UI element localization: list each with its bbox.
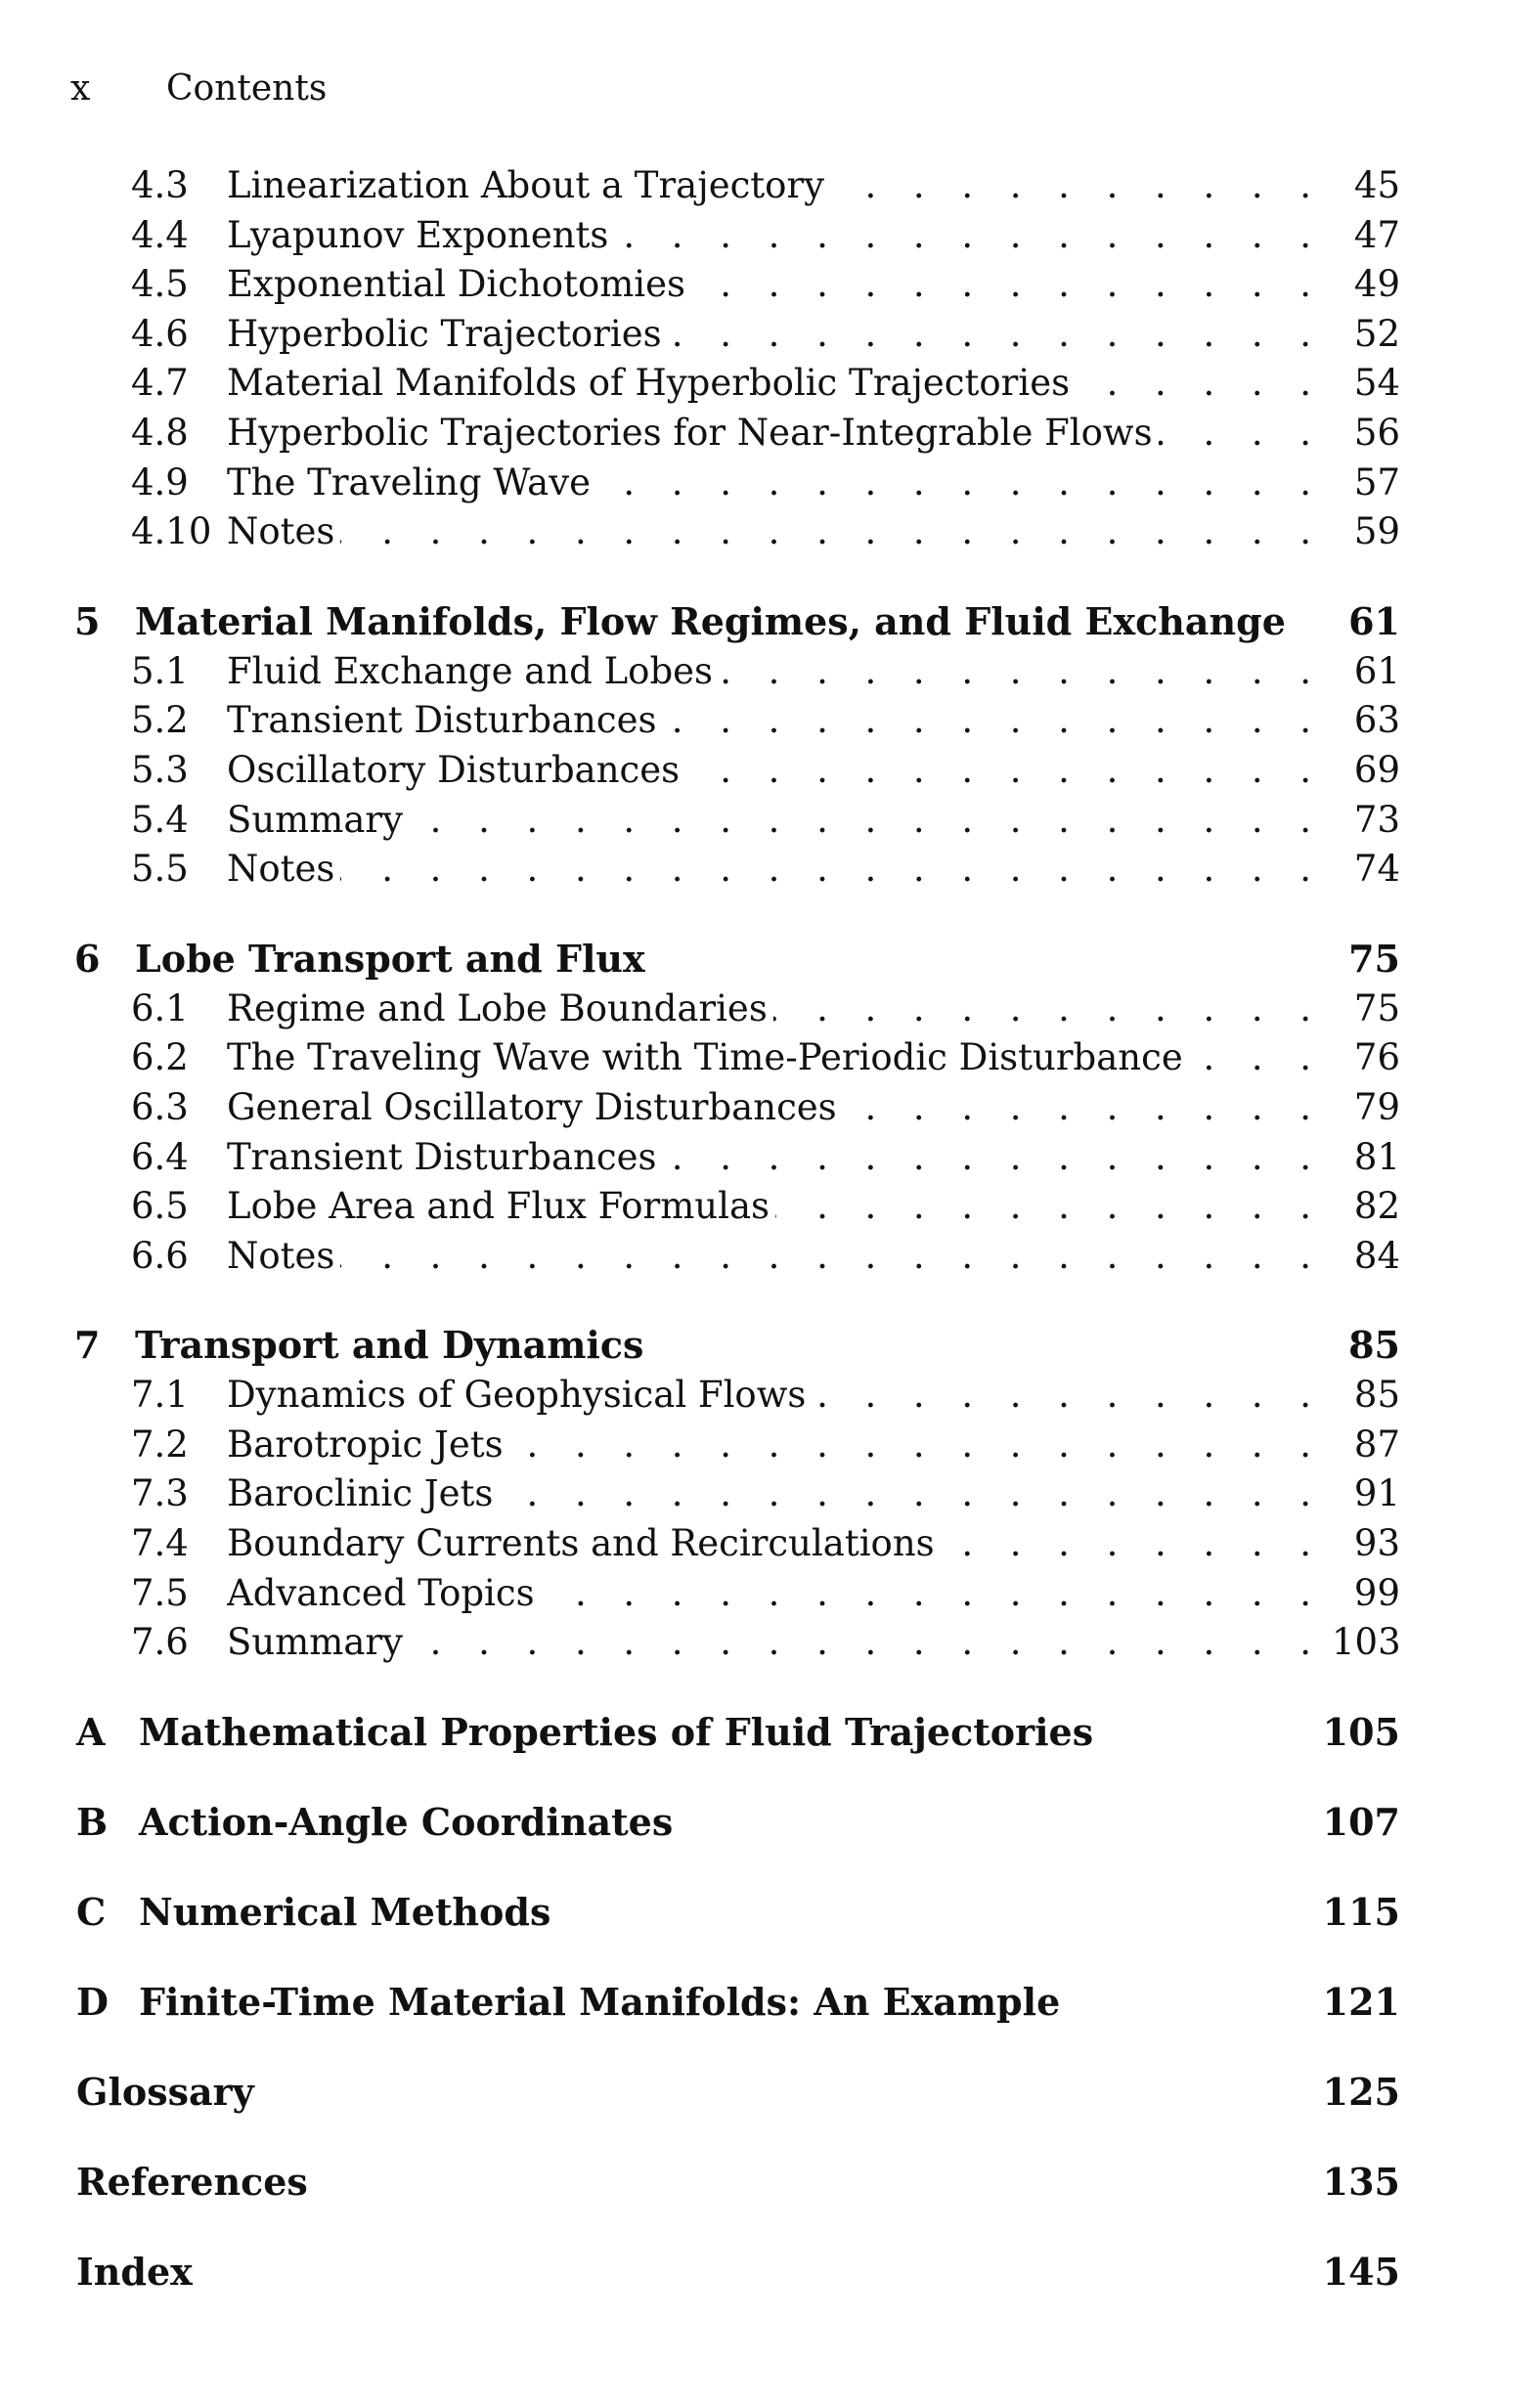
appendix-title: Action-Angle Coordinates [139, 1799, 674, 1844]
section-title: Barotropic Jets [227, 1423, 509, 1466]
toc-chapter-5[interactable] [70, 596, 1400, 647]
appendix-page: 105 [1322, 1709, 1400, 1754]
toc-section-row[interactable] [70, 1469, 1400, 1519]
section-number: 7.6 [131, 1621, 189, 1664]
section-title: General Oscillatory Disturbances [227, 1086, 843, 1128]
section-page: 79 [1353, 1085, 1400, 1128]
section-page: 99 [1353, 1571, 1400, 1614]
appendix-page: 121 [1322, 1979, 1400, 2024]
chapter-4-sections [70, 161, 1400, 557]
section-number: 7.2 [131, 1423, 189, 1466]
section-page: 74 [1353, 848, 1400, 891]
section-page: 54 [1353, 362, 1400, 405]
toc-section-row[interactable] [70, 1371, 1400, 1421]
section-page: 73 [1353, 798, 1400, 841]
appendix-page: 107 [1322, 1799, 1400, 1844]
section-title: Notes [227, 848, 340, 890]
back-matter-page: 145 [1322, 2249, 1400, 2294]
toc-section-row[interactable] [70, 310, 1400, 360]
section-page: 87 [1353, 1423, 1400, 1466]
back-matter-page: 125 [1322, 2069, 1400, 2114]
section-title: Boundary Currents and Recirculations [227, 1522, 941, 1564]
section-title: Notes [227, 1235, 340, 1277]
section-title: Lobe Area and Flux Formulas [227, 1185, 775, 1227]
section-number: 7.3 [131, 1472, 189, 1515]
toc-section-row[interactable] [70, 1133, 1400, 1183]
section-page: 85 [1353, 1374, 1400, 1417]
section-title: Lyapunov Exponents [227, 214, 614, 256]
section-title: Summary [227, 799, 409, 841]
section-page: 91 [1353, 1472, 1400, 1515]
appendix-letter: A [76, 1709, 106, 1754]
toc-section-row[interactable] [70, 1182, 1400, 1232]
toc-section-row[interactable] [70, 1569, 1400, 1619]
chapter-page: 75 [1348, 936, 1400, 981]
chapter-title: Material Manifolds, Flow Regimes, and Fluid Exchange [135, 598, 1286, 643]
toc-section-row[interactable] [70, 985, 1400, 1034]
toc-appendix-b[interactable] [70, 1797, 1400, 1848]
section-title: Hyperbolic Trajectories for Near-Integrable Flows [227, 412, 1159, 454]
chapter-number: 5 [74, 598, 101, 643]
section-number: 7.4 [131, 1522, 189, 1565]
chapter-number: 6 [74, 936, 101, 981]
toc-chapter-7[interactable] [70, 1320, 1400, 1371]
toc-section-row[interactable] [70, 409, 1400, 459]
appendix-letter: D [76, 1979, 109, 2024]
section-number: 5.1 [131, 649, 189, 692]
section-number: 5.3 [131, 748, 189, 791]
section-page: 84 [1353, 1234, 1400, 1277]
section-number: 5.2 [131, 699, 189, 742]
section-number: 6.3 [131, 1085, 189, 1128]
section-page: 69 [1353, 748, 1400, 791]
section-number: 7.5 [131, 1571, 189, 1614]
section-number: 6.5 [131, 1185, 189, 1228]
section-title: Dynamics of Geophysical Flows [227, 1374, 812, 1416]
toc-section-row[interactable] [70, 1421, 1400, 1470]
section-number: 4.5 [131, 263, 189, 306]
toc-section-row[interactable] [70, 647, 1400, 697]
section-page: 63 [1353, 699, 1400, 742]
appendix-title: Numerical Methods [139, 1889, 551, 1934]
toc-appendix-a[interactable] [70, 1707, 1400, 1758]
section-title: Notes [227, 510, 340, 552]
section-page: 52 [1353, 312, 1400, 355]
toc-appendix-d[interactable] [70, 1977, 1400, 2028]
chapter-number: 7 [74, 1323, 101, 1368]
toc-references[interactable] [70, 2157, 1400, 2208]
appendix-title: Mathematical Properties of Fluid Trajectories [139, 1709, 1094, 1754]
section-title: Linearization About a Trajectory [227, 164, 830, 206]
back-matter-title: Index [76, 2249, 193, 2294]
toc-glossary[interactable] [70, 2067, 1400, 2118]
section-number: 4.4 [131, 213, 189, 256]
section-page: 47 [1353, 213, 1400, 256]
section-title: Material Manifolds of Hyperbolic Trajectories [227, 362, 1076, 404]
toc-section-row[interactable] [70, 796, 1400, 846]
section-page: 61 [1353, 649, 1400, 692]
appendix-letter: B [76, 1799, 109, 1844]
chapter-page: 85 [1348, 1323, 1400, 1368]
toc-section-row[interactable] [70, 1083, 1400, 1133]
toc-section-row[interactable] [70, 260, 1400, 310]
section-page: 81 [1353, 1135, 1400, 1178]
toc-appendix-c[interactable] [70, 1887, 1400, 1938]
section-number: 4.10 [131, 510, 212, 553]
toc-section-row[interactable] [70, 1033, 1400, 1083]
section-title: Exponential Dichotomies [227, 263, 691, 305]
section-title: Summary [227, 1621, 409, 1663]
section-number: 6.2 [131, 1036, 189, 1079]
toc-section-row[interactable] [70, 696, 1400, 746]
section-title: Advanced Topics [227, 1572, 541, 1614]
section-page: 56 [1353, 411, 1400, 454]
section-number: 4.6 [131, 312, 189, 355]
chapter-page: 61 [1348, 598, 1400, 643]
section-page: 76 [1353, 1036, 1400, 1079]
back-matter-title: References [76, 2159, 308, 2204]
chapter-title: Lobe Transport and Flux [135, 936, 645, 981]
chapter-title: Transport and Dynamics [135, 1323, 644, 1368]
section-page: 93 [1353, 1522, 1400, 1565]
toc-section-row[interactable] [70, 1519, 1400, 1569]
section-page: 49 [1353, 263, 1400, 306]
back-matter-title: Glossary [76, 2069, 254, 2114]
section-title: The Traveling Wave with Time-Periodic Disturbance [227, 1036, 1189, 1078]
section-title: Oscillatory Disturbances [227, 749, 685, 791]
section-number: 6.1 [131, 986, 189, 1029]
toc-section-row[interactable] [70, 359, 1400, 409]
section-title: Transient Disturbances [227, 1136, 662, 1178]
section-page: 57 [1353, 460, 1400, 503]
toc-section-row[interactable] [70, 1232, 1400, 1282]
section-number: 5.4 [131, 798, 189, 841]
page-header [70, 68, 327, 109]
section-number: 6.6 [131, 1234, 189, 1277]
section-title: Hyperbolic Trajectories [227, 313, 668, 355]
section-title: Fluid Exchange and Lobes [227, 650, 719, 692]
section-number: 7.1 [131, 1374, 189, 1417]
section-page: 75 [1353, 986, 1400, 1029]
section-number: 5.5 [131, 848, 189, 891]
toc-section-row[interactable] [70, 507, 1400, 557]
toc-section-row[interactable] [70, 161, 1400, 211]
appendix-letter: C [76, 1889, 107, 1934]
toc-section-row[interactable] [70, 211, 1400, 261]
section-page: 82 [1353, 1185, 1400, 1228]
toc-section-row[interactable] [70, 1618, 1400, 1668]
section-page: 59 [1353, 510, 1400, 553]
back-matter-page: 135 [1322, 2159, 1400, 2204]
page-number: x [70, 68, 91, 109]
toc-chapter-6[interactable] [70, 934, 1400, 985]
appendix-title: Finite-Time Material Manifolds: An Example [139, 1979, 1061, 2024]
toc-index[interactable] [70, 2247, 1400, 2298]
table-of-contents [70, 161, 1400, 2298]
section-page: 103 [1332, 1621, 1401, 1664]
section-number: 4.8 [131, 411, 189, 454]
toc-section-row[interactable] [70, 459, 1400, 508]
section-number: 4.3 [131, 164, 189, 206]
toc-section-row[interactable] [70, 845, 1400, 895]
section-number: 4.7 [131, 362, 189, 405]
section-page: 45 [1353, 164, 1400, 206]
running-title: Contents [166, 68, 328, 109]
toc-section-row[interactable] [70, 746, 1400, 796]
section-title: Regime and Lobe Boundaries [227, 987, 773, 1029]
section-number: 6.4 [131, 1135, 189, 1178]
appendix-page: 115 [1322, 1889, 1400, 1934]
section-number: 4.9 [131, 460, 189, 503]
section-title: Transient Disturbances [227, 699, 662, 741]
section-title: Baroclinic Jets [227, 1472, 499, 1514]
section-title: The Traveling Wave [227, 461, 596, 503]
